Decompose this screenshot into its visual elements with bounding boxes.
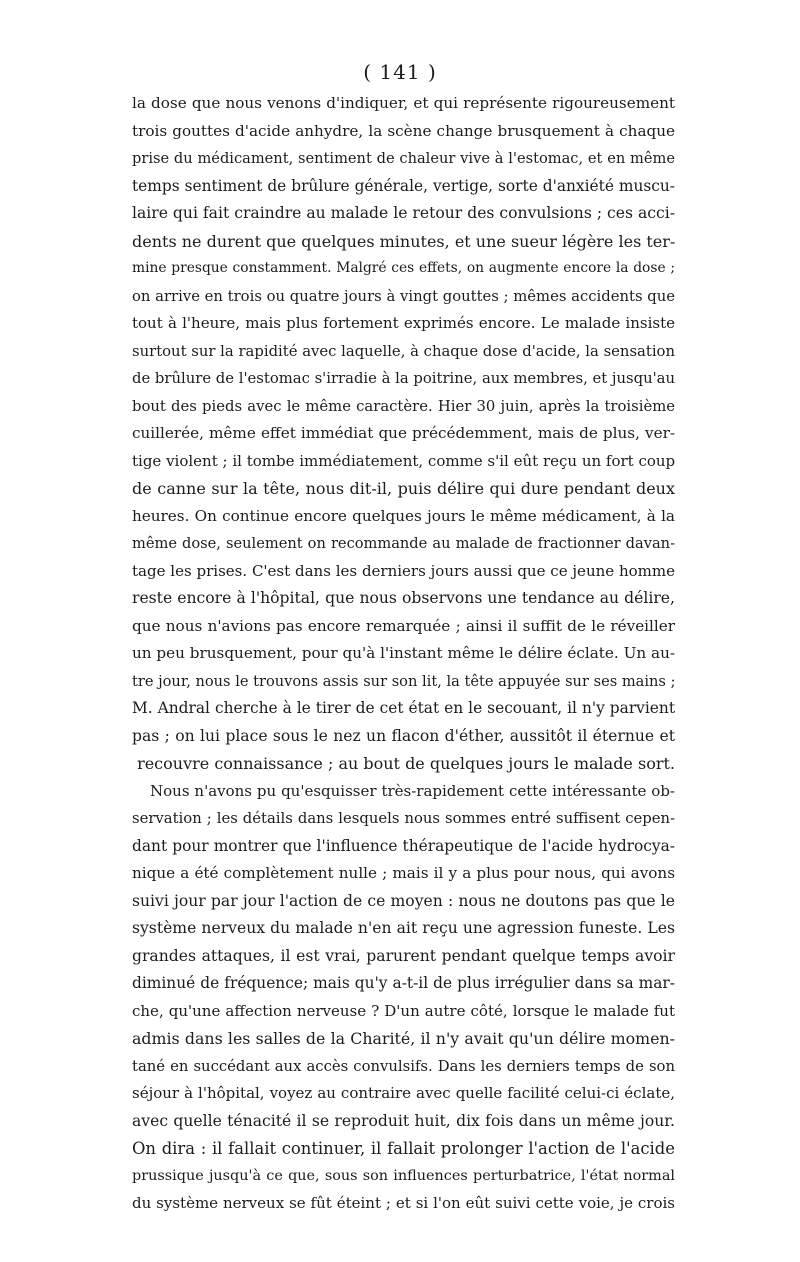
text-line: surtout sur la rapidité avec laquelle, à chaque dose d'acide, la sensation <box>132 342 675 360</box>
text-line: On dira : il fallait continuer, il fallait prolonger l'action de l'acide <box>132 1139 675 1158</box>
text-line: tout à l'heure, mais plus fortement exprimés encore. Le malade insiste <box>132 314 675 332</box>
text-line: pas ; on lui place sous le nez un flacon d'éther, aussitôt il éternue et <box>132 726 675 745</box>
page-number: ( 141 ) <box>363 60 437 84</box>
text-line: dents ne durent que quelques minutes, et une sueur légère les ter- <box>132 231 676 251</box>
text-line: on arrive en trois ou quatre jours à vingt gouttes ; mêmes accidents que <box>132 287 676 305</box>
text-line: système nerveux du malade n'en ait reçu une agression funeste. Les <box>132 919 675 937</box>
text-line: cuillerée, même effet immédiat que précédemment, mais de plus, ver- <box>132 424 675 442</box>
text-line: prussique jusqu'à ce que, sous son influences perturbatrice, l'état normal <box>132 1167 675 1184</box>
text-line: un peu brusquement, pour qu'à l'instant même le délire éclate. Un au- <box>132 644 675 662</box>
paragraph-end-line: recouvre connaissance ; au bout de quelques jours le malade sort. <box>137 754 675 773</box>
text-line: servation ; les détails dans lesquels nous sommes entré suffisent cepen- <box>132 810 675 827</box>
text-line: bout des pieds avec le même caractère. Hier 30 juin, après la troisième <box>132 397 675 415</box>
body-text <box>132 90 675 1218</box>
text-line: mine presque constamment. Malgré ces effets, on augmente encore la dose ; <box>132 260 675 276</box>
text-line: avec quelle ténacité il se reproduit huit, dix fois dans un même jour. <box>132 1111 675 1130</box>
text-line: tre jour, nous le trouvons assis sur son lit, la tête appuyée sur ses mains ; <box>132 672 676 690</box>
text-line: che, qu'une affection nerveuse ? D'un autre côté, lorsque le malade fut <box>132 1001 675 1020</box>
text-line: tané en succédant aux accès convulsifs. Dans les derniers temps de son <box>132 1057 675 1075</box>
text-line: du système nerveux se fût éteint ; et si l'on eût suivi cette voie, je crois <box>132 1194 675 1212</box>
text-line: reste encore à l'hôpital, que nous observons une tendance au délire, <box>132 589 675 607</box>
text-line: heures. On continue encore quelques jours le même médicament, à la <box>132 506 675 525</box>
text-line: diminué de fréquence; mais qu'y a-t-il de plus irrégulier dans sa mar- <box>132 974 675 992</box>
text-line: laire qui fait craindre au malade le retour des convulsions ; ces acci- <box>132 204 675 222</box>
text-line: de canne sur la tête, nous dit-il, puis délire qui dure pendant deux <box>132 479 675 498</box>
text-line: séjour à l'hôpital, voyez au contraire avec quelle facilité celui-ci éclate, <box>132 1084 675 1102</box>
text-line: trois gouttes d'acide anhydre, la scène change brusquement à chaque <box>132 121 675 140</box>
text-line: temps sentiment de brûlure générale, vertige, sorte d'anxiété muscu- <box>132 176 675 195</box>
text-line: la dose que nous venons d'indiquer, et qui représente rigoureusement <box>132 94 675 112</box>
text-line: suivi jour par jour l'action de ce moyen : nous ne doutons pas que le <box>132 891 675 910</box>
text-line: dant pour montrer que l'influence thérapeutique de l'acide hydrocya- <box>132 836 675 855</box>
text-line: prise du médicament, sentiment de chaleur vive à l'estomac, et en même <box>132 150 675 167</box>
text-line: de brûlure de l'estomac s'irradie à la poitrine, aux membres, et jusqu'au <box>132 370 676 387</box>
text-line: M. Andral cherche à le tirer de cet état en le secouant, il n'y parvient <box>132 699 675 717</box>
paragraph-start-line: Nous n'avons pu qu'esquisser très-rapidement cette intéressante ob- <box>150 781 675 800</box>
text-line: nique a été complètement nulle ; mais il y a plus pour nous, qui avons <box>132 864 675 882</box>
text-line: tige violent ; il tombe immédiatement, comme s'il eût reçu un fort coup <box>132 451 676 470</box>
text-line: tage les prises. C'est dans les derniers jours aussi que ce jeune homme <box>132 561 675 580</box>
text-line: même dose, seulement on recommande au malade de fractionner davan- <box>132 535 675 552</box>
text-line: grandes attaques, il est vrai, parurent pendant quelque temps avoir <box>132 946 675 965</box>
text-line: que nous n'avions pas encore remarquée ; ainsi il suffit de le réveiller <box>132 616 675 635</box>
text-line: admis dans les salles de la Charité, il n'y avait qu'un délire momen- <box>132 1029 675 1048</box>
